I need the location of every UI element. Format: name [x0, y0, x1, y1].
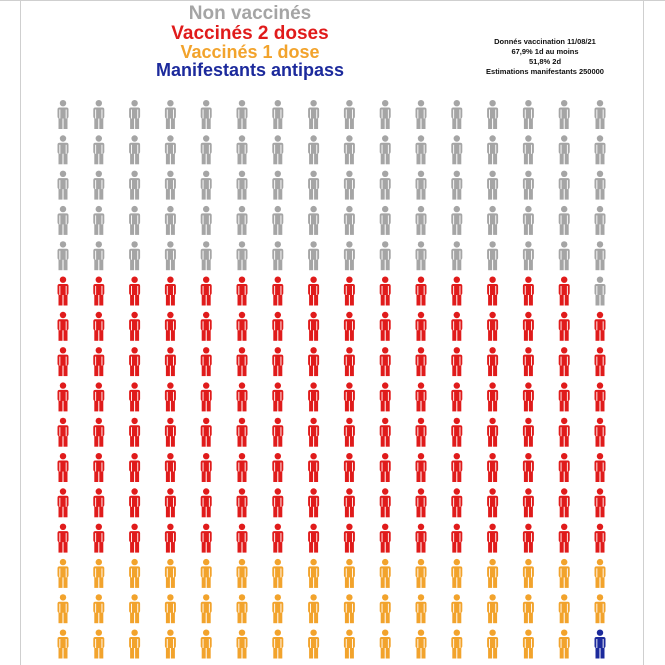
person-icon — [129, 559, 140, 588]
person-icon — [272, 171, 283, 200]
person-icon — [93, 382, 104, 411]
person-icon — [559, 135, 570, 164]
person-icon — [487, 241, 498, 270]
person-icon — [416, 171, 427, 200]
person-icon — [344, 559, 355, 588]
person-icon — [165, 559, 176, 588]
person-icon — [380, 559, 391, 588]
person-icon — [93, 241, 104, 270]
person-icon — [380, 382, 391, 411]
person-icon — [201, 594, 212, 623]
person-icon — [344, 453, 355, 482]
person-icon — [237, 630, 248, 659]
person-icon — [308, 382, 319, 411]
person-icon — [380, 100, 391, 129]
person-icon — [559, 594, 570, 623]
person-icon — [416, 100, 427, 129]
person-icon — [380, 453, 391, 482]
person-icon — [58, 488, 69, 517]
person-icon — [165, 488, 176, 517]
person-icon — [451, 524, 462, 553]
person-icon — [451, 382, 462, 411]
person-icon — [451, 453, 462, 482]
person-icon — [165, 347, 176, 376]
person-icon — [201, 524, 212, 553]
person-icon — [129, 630, 140, 659]
person-icon — [523, 206, 534, 235]
person-icon — [344, 312, 355, 341]
person-icon — [487, 206, 498, 235]
person-icon — [201, 135, 212, 164]
person-icon — [237, 241, 248, 270]
person-icon — [272, 453, 283, 482]
person-icon — [559, 347, 570, 376]
person-icon — [523, 171, 534, 200]
person-icon — [165, 100, 176, 129]
person-icon — [451, 559, 462, 588]
person-icon — [129, 100, 140, 129]
person-icon — [272, 559, 283, 588]
person-icon — [272, 488, 283, 517]
person-icon — [595, 206, 606, 235]
person-icon — [487, 312, 498, 341]
person-icon — [165, 594, 176, 623]
person-icon — [595, 594, 606, 623]
person-icon — [165, 277, 176, 306]
person-icon — [272, 524, 283, 553]
person-icon — [58, 100, 69, 129]
person-icon — [416, 277, 427, 306]
person-icon — [380, 277, 391, 306]
person-icon — [308, 594, 319, 623]
person-icon — [487, 630, 498, 659]
person-icon — [201, 277, 212, 306]
person-icon — [451, 347, 462, 376]
person-icon — [308, 241, 319, 270]
person-icon — [559, 559, 570, 588]
person-icon — [93, 206, 104, 235]
person-icon — [523, 135, 534, 164]
person-icon — [272, 100, 283, 129]
person-icon — [559, 630, 570, 659]
person-icon — [93, 630, 104, 659]
person-icon — [487, 171, 498, 200]
person-icon — [58, 312, 69, 341]
person-icon — [93, 488, 104, 517]
person-icon — [272, 241, 283, 270]
person-icon — [272, 594, 283, 623]
person-icon — [595, 135, 606, 164]
person-icon — [165, 418, 176, 447]
person-icon — [380, 206, 391, 235]
person-icon — [487, 524, 498, 553]
person-icon — [308, 312, 319, 341]
legend-vaccines-2-doses: Vaccinés 2 doses — [171, 23, 329, 44]
info-line-2d: 51,8% 2d — [528, 57, 562, 66]
person-icon — [344, 594, 355, 623]
person-icon — [201, 630, 212, 659]
person-icon — [380, 135, 391, 164]
person-icon — [451, 418, 462, 447]
person-icon — [129, 277, 140, 306]
person-icon — [559, 100, 570, 129]
person-icon — [380, 241, 391, 270]
person-icon — [58, 418, 69, 447]
person-icon — [272, 382, 283, 411]
person-icon — [380, 594, 391, 623]
person-icon — [237, 382, 248, 411]
person-icon — [380, 524, 391, 553]
person-icon — [308, 171, 319, 200]
person-icon — [451, 488, 462, 517]
person-icon — [344, 241, 355, 270]
person-icon — [129, 171, 140, 200]
person-icon — [595, 312, 606, 341]
person-icon — [58, 206, 69, 235]
person-icon — [201, 382, 212, 411]
person-icon — [201, 312, 212, 341]
person-icon — [237, 206, 248, 235]
person-icon — [344, 488, 355, 517]
person-icon — [523, 277, 534, 306]
person-icon — [487, 277, 498, 306]
person-icon — [559, 382, 570, 411]
person-icon — [129, 312, 140, 341]
person-icon — [308, 277, 319, 306]
person-icon — [58, 382, 69, 411]
person-icon — [165, 453, 176, 482]
person-icon — [237, 453, 248, 482]
person-icon — [272, 347, 283, 376]
person-icon — [272, 277, 283, 306]
person-icon — [237, 277, 248, 306]
person-icon — [559, 277, 570, 306]
person-icon — [93, 347, 104, 376]
person-icon — [595, 171, 606, 200]
person-icon — [201, 347, 212, 376]
person-icon — [93, 594, 104, 623]
person-icon — [451, 171, 462, 200]
person-icon — [523, 312, 534, 341]
person-icon — [451, 100, 462, 129]
person-icon — [416, 312, 427, 341]
person-icon — [58, 630, 69, 659]
person-icon — [416, 206, 427, 235]
person-icon — [237, 100, 248, 129]
person-icon — [201, 418, 212, 447]
person-icon — [272, 418, 283, 447]
person-icon — [93, 312, 104, 341]
person-icon — [129, 347, 140, 376]
person-icon — [451, 135, 462, 164]
person-icon — [523, 382, 534, 411]
legend-vaccines-1-dose: Vaccinés 1 dose — [180, 42, 320, 62]
person-icon — [344, 206, 355, 235]
person-icon — [237, 312, 248, 341]
person-icon — [416, 382, 427, 411]
person-icon — [416, 418, 427, 447]
person-icon — [344, 171, 355, 200]
person-icon — [416, 453, 427, 482]
person-icon — [93, 135, 104, 164]
info-line-estimations: Estimations manifestants 250000 — [486, 67, 604, 76]
person-icon — [523, 559, 534, 588]
person-icon — [380, 171, 391, 200]
person-icon — [129, 594, 140, 623]
person-icon — [93, 171, 104, 200]
person-icon — [201, 559, 212, 588]
person-icon — [58, 241, 69, 270]
person-icon — [523, 453, 534, 482]
person-icon — [308, 347, 319, 376]
person-icon — [416, 524, 427, 553]
person-icon — [416, 630, 427, 659]
person-icon — [93, 100, 104, 129]
person-icon — [595, 241, 606, 270]
person-icon — [451, 594, 462, 623]
person-icon — [272, 206, 283, 235]
person-icon — [93, 277, 104, 306]
person-icon — [201, 206, 212, 235]
person-icon — [380, 418, 391, 447]
person-icon — [523, 594, 534, 623]
person-icon — [201, 488, 212, 517]
legend-manifestants: Manifestants antipass — [155, 60, 345, 80]
person-icon — [344, 277, 355, 306]
person-icon — [129, 382, 140, 411]
person-icon — [237, 488, 248, 517]
person-icon — [165, 206, 176, 235]
person-icon — [380, 488, 391, 517]
person-icon — [308, 418, 319, 447]
person-icon — [487, 418, 498, 447]
person-icon — [416, 488, 427, 517]
person-icon — [595, 630, 606, 659]
person-icon — [416, 347, 427, 376]
person-icon — [559, 453, 570, 482]
person-icon — [595, 100, 606, 129]
person-icon — [344, 630, 355, 659]
legend-non-vaccines: Non vaccinés — [188, 3, 312, 24]
person-icon — [308, 100, 319, 129]
person-icon — [58, 135, 69, 164]
person-icon — [559, 488, 570, 517]
person-icon — [129, 418, 140, 447]
person-icon — [201, 100, 212, 129]
person-icon — [165, 135, 176, 164]
person-icon — [237, 347, 248, 376]
person-icon — [344, 100, 355, 129]
person-icon — [487, 488, 498, 517]
person-icon — [487, 559, 498, 588]
person-icon — [595, 524, 606, 553]
person-icon — [344, 418, 355, 447]
person-icon — [308, 524, 319, 553]
person-icon — [129, 488, 140, 517]
person-icon — [308, 559, 319, 588]
person-icon — [344, 382, 355, 411]
person-icon — [523, 488, 534, 517]
person-icon — [523, 100, 534, 129]
person-icon — [201, 453, 212, 482]
person-icon — [308, 630, 319, 659]
person-icon — [308, 206, 319, 235]
person-icon — [487, 453, 498, 482]
person-icon — [487, 347, 498, 376]
person-icon — [165, 312, 176, 341]
person-icon — [416, 241, 427, 270]
person-icon — [523, 241, 534, 270]
person-icon — [93, 453, 104, 482]
person-icon — [129, 453, 140, 482]
person-icon — [380, 312, 391, 341]
person-icon — [201, 241, 212, 270]
person-icon — [58, 453, 69, 482]
person-icon — [595, 418, 606, 447]
person-icon — [523, 630, 534, 659]
person-icon — [523, 524, 534, 553]
person-icon — [559, 241, 570, 270]
person-icon — [237, 524, 248, 553]
person-icon — [165, 630, 176, 659]
person-icon — [58, 594, 69, 623]
person-icon — [308, 453, 319, 482]
person-icon — [237, 559, 248, 588]
person-icon — [416, 135, 427, 164]
person-icon — [308, 488, 319, 517]
person-icon — [165, 524, 176, 553]
person-icon — [129, 206, 140, 235]
person-icon — [165, 382, 176, 411]
person-icon — [165, 171, 176, 200]
person-icon — [559, 524, 570, 553]
person-icon — [416, 559, 427, 588]
person-icon — [237, 594, 248, 623]
person-icon — [451, 312, 462, 341]
person-icon — [559, 171, 570, 200]
person-icon — [344, 347, 355, 376]
person-icon — [272, 312, 283, 341]
person-icon — [595, 559, 606, 588]
person-icon — [344, 135, 355, 164]
person-icon — [595, 347, 606, 376]
person-icon — [380, 630, 391, 659]
person-icon — [272, 135, 283, 164]
person-icon — [380, 347, 391, 376]
person-icon — [93, 559, 104, 588]
person-icon — [487, 100, 498, 129]
person-icon — [93, 524, 104, 553]
person-icon — [93, 418, 104, 447]
person-icon — [451, 241, 462, 270]
person-icon — [58, 559, 69, 588]
person-icon — [523, 347, 534, 376]
person-icon — [58, 347, 69, 376]
person-icon — [487, 135, 498, 164]
person-icon — [451, 630, 462, 659]
person-icon — [237, 135, 248, 164]
person-icon — [58, 524, 69, 553]
person-icon — [559, 206, 570, 235]
person-icon — [595, 277, 606, 306]
person-icon — [129, 135, 140, 164]
person-icon — [344, 524, 355, 553]
person-icon — [129, 241, 140, 270]
person-icon — [272, 630, 283, 659]
person-icon — [487, 382, 498, 411]
person-icon — [559, 312, 570, 341]
person-icon — [58, 171, 69, 200]
info-line-date: Donnés vaccination 11/08/21 — [494, 37, 596, 46]
person-icon — [595, 488, 606, 517]
person-icon — [165, 241, 176, 270]
info-line-1d: 67,9% 1d au moins — [511, 47, 579, 56]
person-icon — [595, 382, 606, 411]
person-icon — [201, 171, 212, 200]
person-icon — [595, 453, 606, 482]
person-icon — [129, 524, 140, 553]
person-icon — [487, 594, 498, 623]
person-icon — [559, 418, 570, 447]
person-icon — [58, 277, 69, 306]
person-icon — [308, 135, 319, 164]
person-icon — [237, 418, 248, 447]
person-icon — [237, 171, 248, 200]
person-icon — [416, 594, 427, 623]
person-icon — [523, 418, 534, 447]
person-icon — [451, 206, 462, 235]
person-icon — [451, 277, 462, 306]
